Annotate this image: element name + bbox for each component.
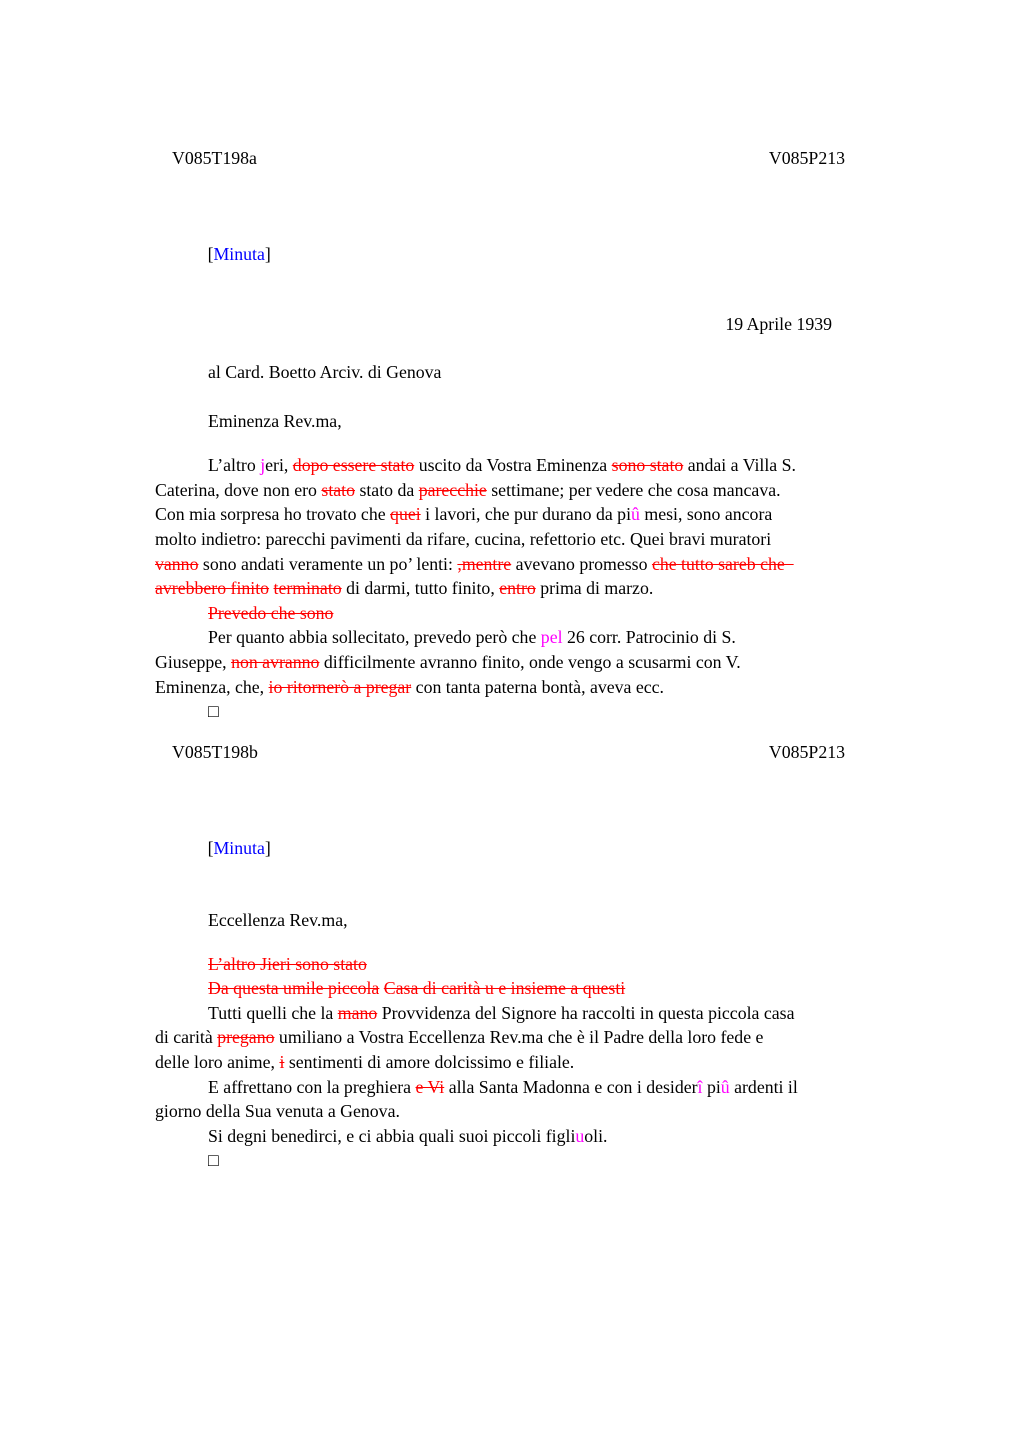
deleted-text-run: dopo essere stato [292, 455, 415, 476]
letter-body [155, 952, 915, 1173]
body-line [155, 1025, 915, 1050]
deleted-text-run: che tutto sareb che [651, 553, 794, 574]
text-run: E affrettano con la preghiera [208, 1076, 416, 1097]
body-line [155, 675, 915, 700]
document-header-row [155, 146, 915, 171]
text-run: giorno della Sua venuta a Genova. [155, 1101, 400, 1122]
text-run: andai a Villa S. [683, 455, 796, 476]
text-run: mesi, sono ancora [639, 504, 773, 525]
text-run: delle loro anime, [155, 1052, 280, 1073]
emended-text-run: û [720, 1076, 730, 1097]
body-line [155, 1075, 915, 1100]
text-run: Eminenza, che, [155, 676, 269, 697]
deleted-text-run: parecchie [418, 479, 487, 500]
text-run: di darmi, tutto finito, [341, 578, 500, 599]
deleted-text-run: non avranno [231, 651, 320, 672]
deleted-text-run: e Vi [415, 1076, 445, 1097]
deleted-text-run: sono stato [611, 455, 684, 476]
emended-text-run: î [697, 1076, 703, 1097]
minuta-label: Minuta [213, 244, 265, 265]
body-line [155, 502, 915, 527]
deleted-text-run: ,mentre [457, 553, 512, 574]
deleted-text-run: avrebbero finito [155, 578, 270, 599]
document-id: V085T198a [172, 148, 257, 168]
body-line [155, 976, 915, 1001]
text-run: 26 corr. Patrocinio di S. [562, 627, 736, 648]
body-line [155, 650, 915, 675]
emended-text-run: û [631, 504, 640, 525]
body-line [155, 453, 915, 478]
salutation-line: Eccellenza Rev.ma, [208, 910, 348, 931]
letter-section-a [155, 146, 915, 724]
text-run: □ [208, 1150, 219, 1171]
text-run: Caterina, dove non ero [155, 479, 322, 500]
letter-section-b [155, 740, 915, 1173]
body-line [155, 552, 915, 577]
text-run: Tutti quelli che la [208, 1002, 338, 1023]
deleted-text-run: pregano [217, 1027, 275, 1048]
body-line [155, 1099, 915, 1124]
emended-text-run: j [260, 455, 266, 476]
body-line [155, 1050, 915, 1075]
text-run: prima di marzo. [535, 578, 654, 599]
text-run: sentimenti di amore dolcissimo e filiale. [284, 1052, 575, 1073]
letter-body [155, 453, 915, 724]
text-run: Provvidenza del Signore ha raccolti in questa piccola casa [377, 1002, 795, 1023]
text-run: eri, [265, 455, 293, 476]
bracket-close: ] [264, 837, 271, 858]
bracket-open: [ [207, 244, 214, 265]
text-run: ardenti il [729, 1076, 798, 1097]
text-run: Per quanto abbia sollecitato, prevedo però che [208, 627, 541, 648]
deleted-text-run: stato [321, 479, 355, 500]
text-run: molto indietro: parecchi pavimenti da rifare, cucina, refettorio etc. Quei bravi muratori [155, 528, 772, 549]
deleted-text-run: i [279, 1052, 285, 1073]
document-header-row [155, 740, 915, 765]
body-line [155, 576, 915, 601]
salutation-line: Eminenza Rev.ma, [208, 410, 342, 431]
body-line [155, 527, 915, 552]
text-run: difficilmente avranno finito, onde vengo a scusarmi con V. [319, 651, 741, 672]
body-line [155, 699, 915, 724]
body-line [155, 601, 915, 626]
text-run: Si degni benedirci, e ci abbia quali suoi piccoli figli [208, 1125, 576, 1146]
text-run: i lavori, che pur durano da pi [420, 504, 632, 525]
bracket-close: ] [264, 244, 271, 265]
body-line [155, 952, 915, 977]
deleted-text-run: Prevedo che sono [208, 602, 334, 623]
deleted-text-run: io ritornerò a pregar [268, 676, 412, 697]
text-run: sono andati veramente un po’ lenti: [198, 553, 458, 574]
emended-text-run: pel [540, 627, 563, 648]
deleted-text-run: entro [499, 578, 536, 599]
body-line [155, 1148, 915, 1173]
text-run: □ [208, 701, 219, 722]
text-run: pi [702, 1076, 721, 1097]
body-line [155, 478, 915, 503]
page-id: V085P213 [768, 148, 845, 168]
body-line [155, 1001, 915, 1026]
text-run: con tanta paterna bontà, aveva ecc. [411, 676, 664, 697]
minuta-line [155, 811, 915, 885]
text-run: Giuseppe, [155, 651, 232, 672]
body-line [155, 625, 915, 650]
deleted-text-run: terminato [273, 578, 342, 599]
text-run: uscito da Vostra Eminenza [414, 455, 612, 476]
bracket-open: [ [207, 837, 214, 858]
text-run: oli. [584, 1125, 608, 1146]
text-run: settimane; per vedere che cosa mancava. [486, 479, 781, 500]
text-run: alla Santa Madonna e con i desider [444, 1076, 698, 1097]
text-run: stato da [355, 479, 419, 500]
recipient-line: al Card. Boetto Arciv. di Genova [208, 361, 442, 382]
text-run: L’altro [208, 455, 261, 476]
emended-text-run: u [575, 1125, 585, 1146]
document-id: V085T198b [172, 741, 258, 762]
page-content [155, 0, 915, 1173]
body-line [155, 1124, 915, 1149]
deleted-text-run: Da questa umile piccola [208, 978, 380, 999]
deleted-text-run: L’altro Jieri sono stato [208, 953, 367, 974]
deleted-text-run: quei [390, 504, 421, 525]
text-run: di carità [155, 1027, 218, 1048]
deleted-text-run: Casa di carità u e insieme a questi [383, 978, 626, 999]
text-run: Con mia sorpresa ho trovato che [155, 504, 391, 525]
deleted-text-run: vanno [155, 553, 199, 574]
page-id: V085P213 [768, 741, 845, 762]
minuta-label: Minuta [213, 837, 265, 858]
minuta-line [155, 218, 915, 292]
text-run: umiliano a Vostra Eccellenza Rev.ma che è il Padre della loro fede e [274, 1027, 764, 1048]
deleted-text-run: mano [337, 1002, 378, 1023]
date-line: 19 Aprile 1939 [725, 314, 832, 335]
text-run: avevano promesso [511, 553, 652, 574]
